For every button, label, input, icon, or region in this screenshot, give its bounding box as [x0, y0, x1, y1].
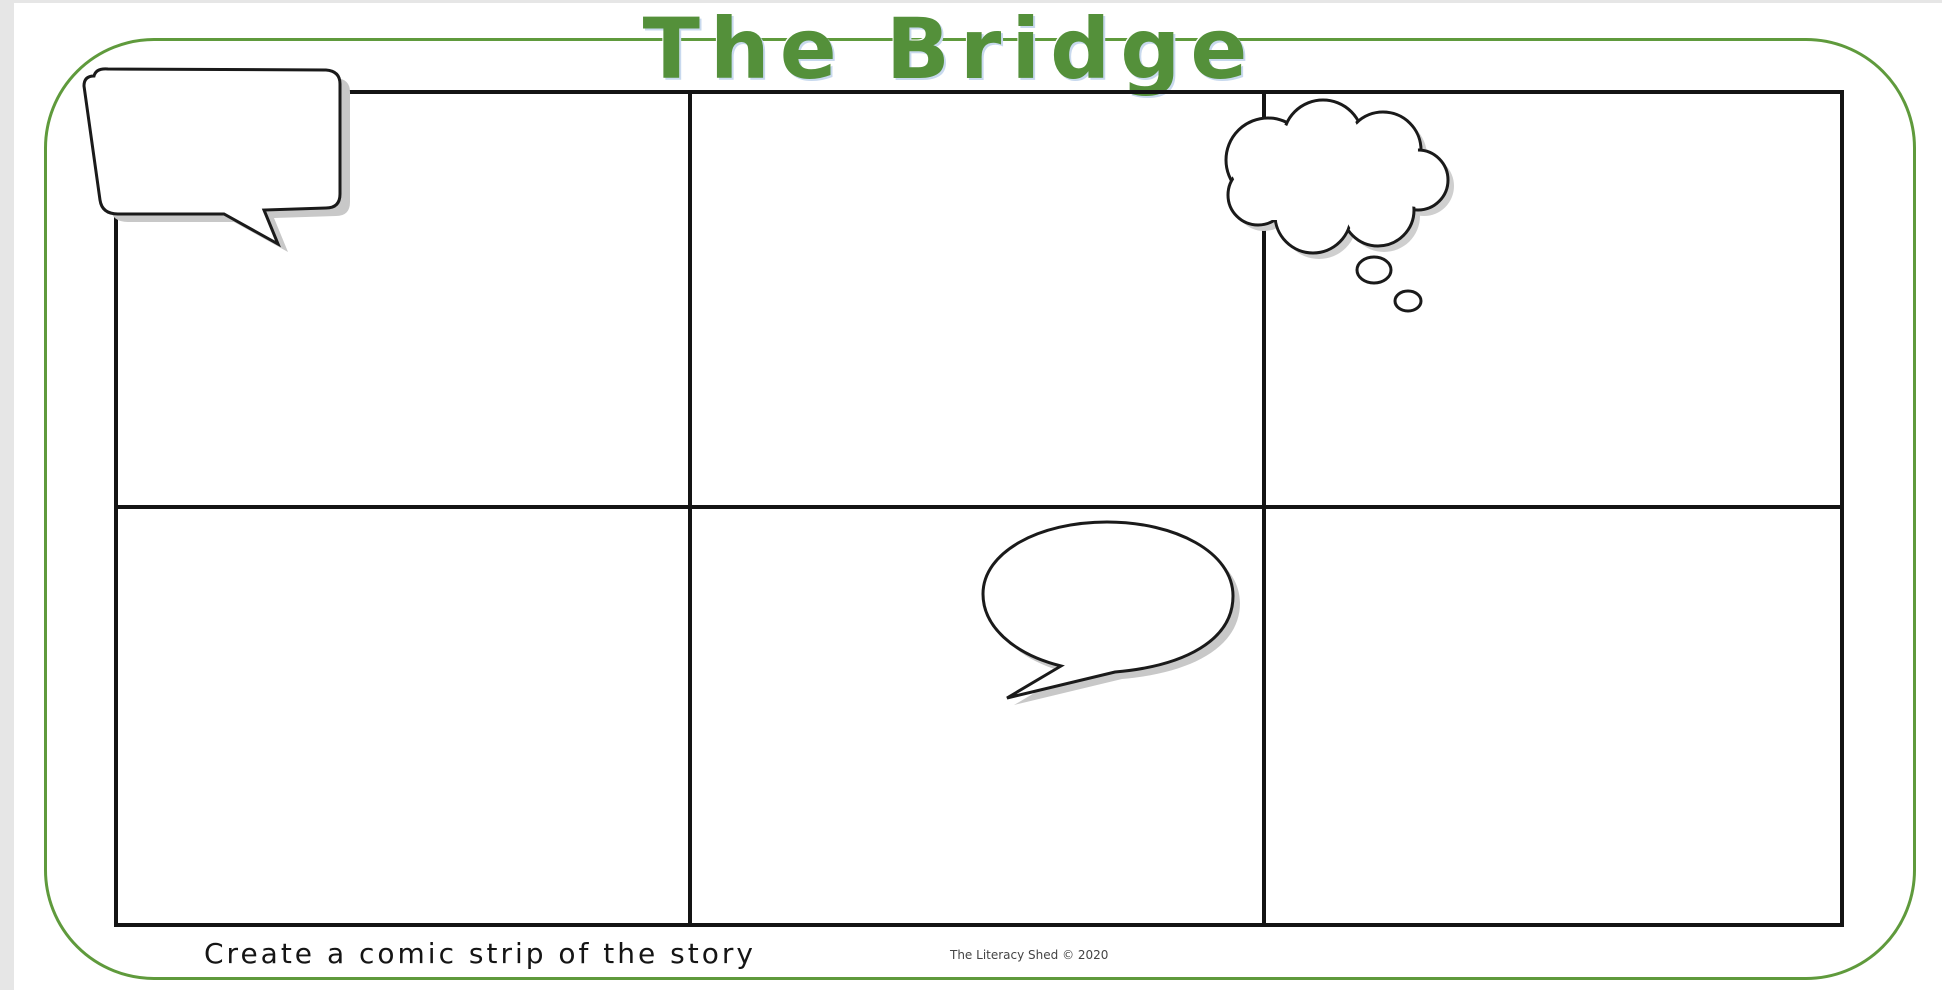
- thought-bubble-icon[interactable]: [1218, 100, 1478, 320]
- instruction-text: Create a comic strip of the story: [204, 937, 756, 970]
- comic-strip-grid: [114, 90, 1844, 927]
- comic-panel-2[interactable]: [692, 94, 1266, 509]
- speech-bubble-rectangular-icon[interactable]: [78, 64, 368, 254]
- page-title: The Bridge: [642, 0, 1258, 98]
- comic-panel-4[interactable]: [118, 509, 692, 924]
- comic-panel-6[interactable]: [1266, 509, 1840, 924]
- copyright-text: The Literacy Shed © 2020: [950, 948, 1109, 962]
- speech-bubble-oval-icon[interactable]: [975, 516, 1245, 706]
